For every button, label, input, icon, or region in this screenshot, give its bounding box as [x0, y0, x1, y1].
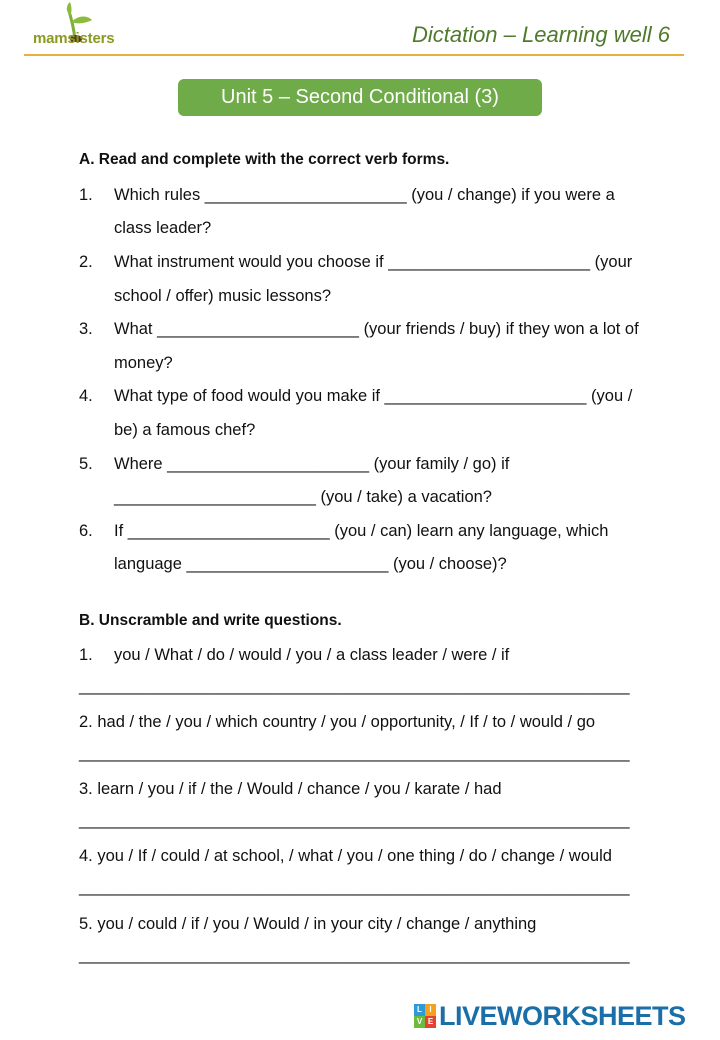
- item-number: 4.: [79, 387, 93, 405]
- exercise-line: class leader?: [114, 219, 212, 237]
- exercise-line[interactable]: Where ______________________ (your family / go) if: [114, 455, 510, 473]
- liveworksheets-brand-text: LIVEWORKSHEETS: [439, 1000, 686, 1031]
- exercise-line[interactable]: If ______________________ (you / can) learn any language, which: [114, 522, 609, 540]
- item-number: 5.: [79, 455, 93, 473]
- item-number: 3.: [79, 320, 93, 338]
- exercise-line[interactable]: What type of food would you make if ______________________ (you /: [114, 387, 633, 405]
- exercise-line: school / offer) music lessons?: [114, 287, 332, 305]
- section-a-title: A. Read and complete with the correct verb forms.: [79, 151, 450, 168]
- answer-line[interactable]: ____________________________________________________________: [79, 677, 630, 695]
- answer-line[interactable]: ____________________________________________________________: [79, 878, 630, 896]
- scramble-prompt: you / What / do / would / you / a class leader / were / if: [114, 646, 510, 664]
- answer-line[interactable]: ____________________________________________________________: [79, 811, 630, 829]
- item-number: 2.: [79, 253, 93, 271]
- mamsisters-logo: [30, 2, 125, 54]
- scramble-prompt: 4. you / If / could / at school, / what / you / one thing / do / change / would: [79, 847, 612, 865]
- item-number: 1.: [79, 646, 93, 664]
- exercise-line[interactable]: What instrument would you choose if ______________________ (your: [114, 253, 633, 271]
- scramble-prompt: 5. you / could / if / you / Would / in your city / change / anything: [79, 915, 537, 933]
- exercise-line[interactable]: What ______________________ (your friends / buy) if they won a lot of: [114, 320, 639, 338]
- item-number: 6.: [79, 522, 93, 540]
- exercise-line[interactable]: ______________________ (you / take) a vacation?: [114, 488, 492, 506]
- unit-title-banner: Unit 5 – Second Conditional (3): [178, 79, 542, 116]
- scramble-prompt: 2. had / the / you / which country / you / opportunity, / If / to / would / go: [79, 713, 596, 731]
- item-number: 1.: [79, 186, 93, 204]
- liveworksheets-badge-icon: L I V E: [414, 1004, 436, 1028]
- exercise-line[interactable]: Which rules ______________________ (you / change) if you were a: [114, 186, 615, 204]
- answer-line[interactable]: ____________________________________________________________: [79, 744, 630, 762]
- section-b-title: B. Unscramble and write questions.: [79, 612, 342, 629]
- worksheet-header-title: Dictation – Learning well 6: [411, 22, 670, 47]
- answer-line[interactable]: ____________________________________________________________: [79, 946, 630, 964]
- liveworksheets-logo: [414, 1000, 686, 1031]
- exercise-line: money?: [114, 354, 173, 372]
- scramble-prompt: 3. learn / you / if / the / Would / chance / you / karate / had: [79, 780, 502, 798]
- header-divider: [24, 54, 684, 56]
- exercise-line[interactable]: language ______________________ (you / choose)?: [114, 555, 507, 573]
- logo-brand-text: mamsisters: [33, 30, 115, 47]
- exercise-line: be) a famous chef?: [114, 421, 256, 439]
